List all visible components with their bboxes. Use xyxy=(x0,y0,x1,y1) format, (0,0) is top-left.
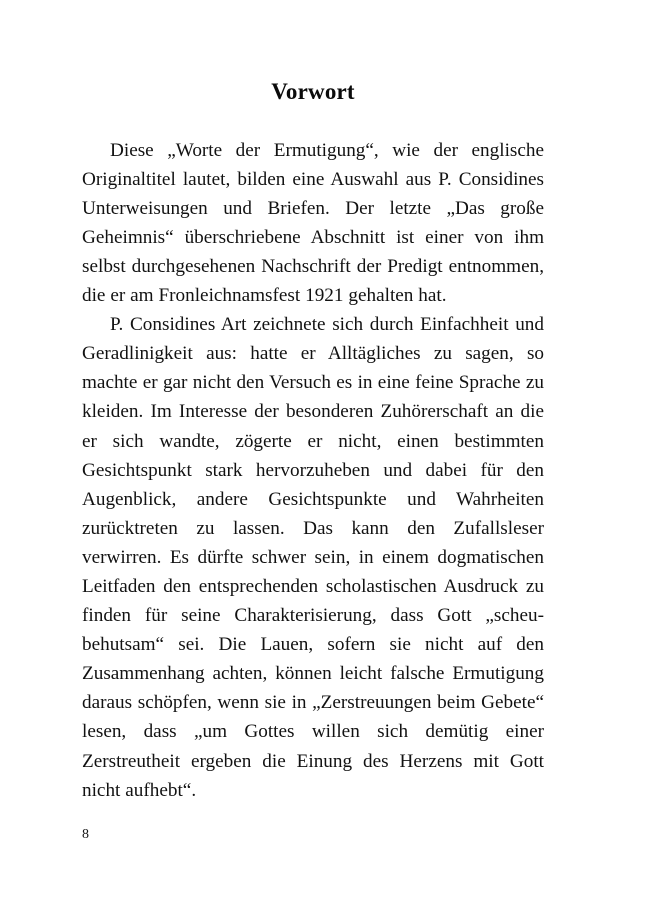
page-number: 8 xyxy=(82,827,89,842)
body-paragraph: Diese „Worte der Ermutigung“, wie der englische Originaltitel lautet, bilden eine Auswahl aus P. Considines Unterweisungen und Briefen. Der letzte „Das große Geheimnis“ überschriebene Abschnitt ist einer von ihm selbst durchgesehenen Nachschrift der Predigt entnommen, die er am Fronleichnamsfest 1921 gehalten hat. xyxy=(82,139,544,307)
page-text-block xyxy=(82,78,544,805)
body-paragraph: P. Considines Art zeichnete sich durch Einfachheit und Geradlinigkeit aus: hatte er Alltägliches zu sagen, so machte er gar nicht den Versuch es in eine feine Sprache zu kleiden. Im Interesse der besonderen Zuhörerschaft an die er sich wandte, zögerte er nicht, einen bestimmten Gesichtspunkt stark hervorzuheben und dabei für den Augenblick, andere Gesichtspunkte und Wahrheiten zurücktreten zu lassen. Das kann den Zufallsleser verwirren. Es dürfte schwer sein, in einem dogmatischen Leitfaden den entsprechenden scholastischen Ausdruck zu finden für seine Charakterisierung, dass Gott „scheu-behutsam“ sei. Die Lauen, sofern sie nicht auf den Zusammenhang achten, können leicht falsche Ermutigung daraus schöpfen, wenn sie in „Zerstreuungen beim Gebete“ lesen, dass „um Gottes willen sich demütig einer Zerstreutheit ergeben die Einung des Herzens mit Gott nicht aufhebt“. xyxy=(82,314,544,801)
page-title: Vorwort xyxy=(271,79,355,104)
